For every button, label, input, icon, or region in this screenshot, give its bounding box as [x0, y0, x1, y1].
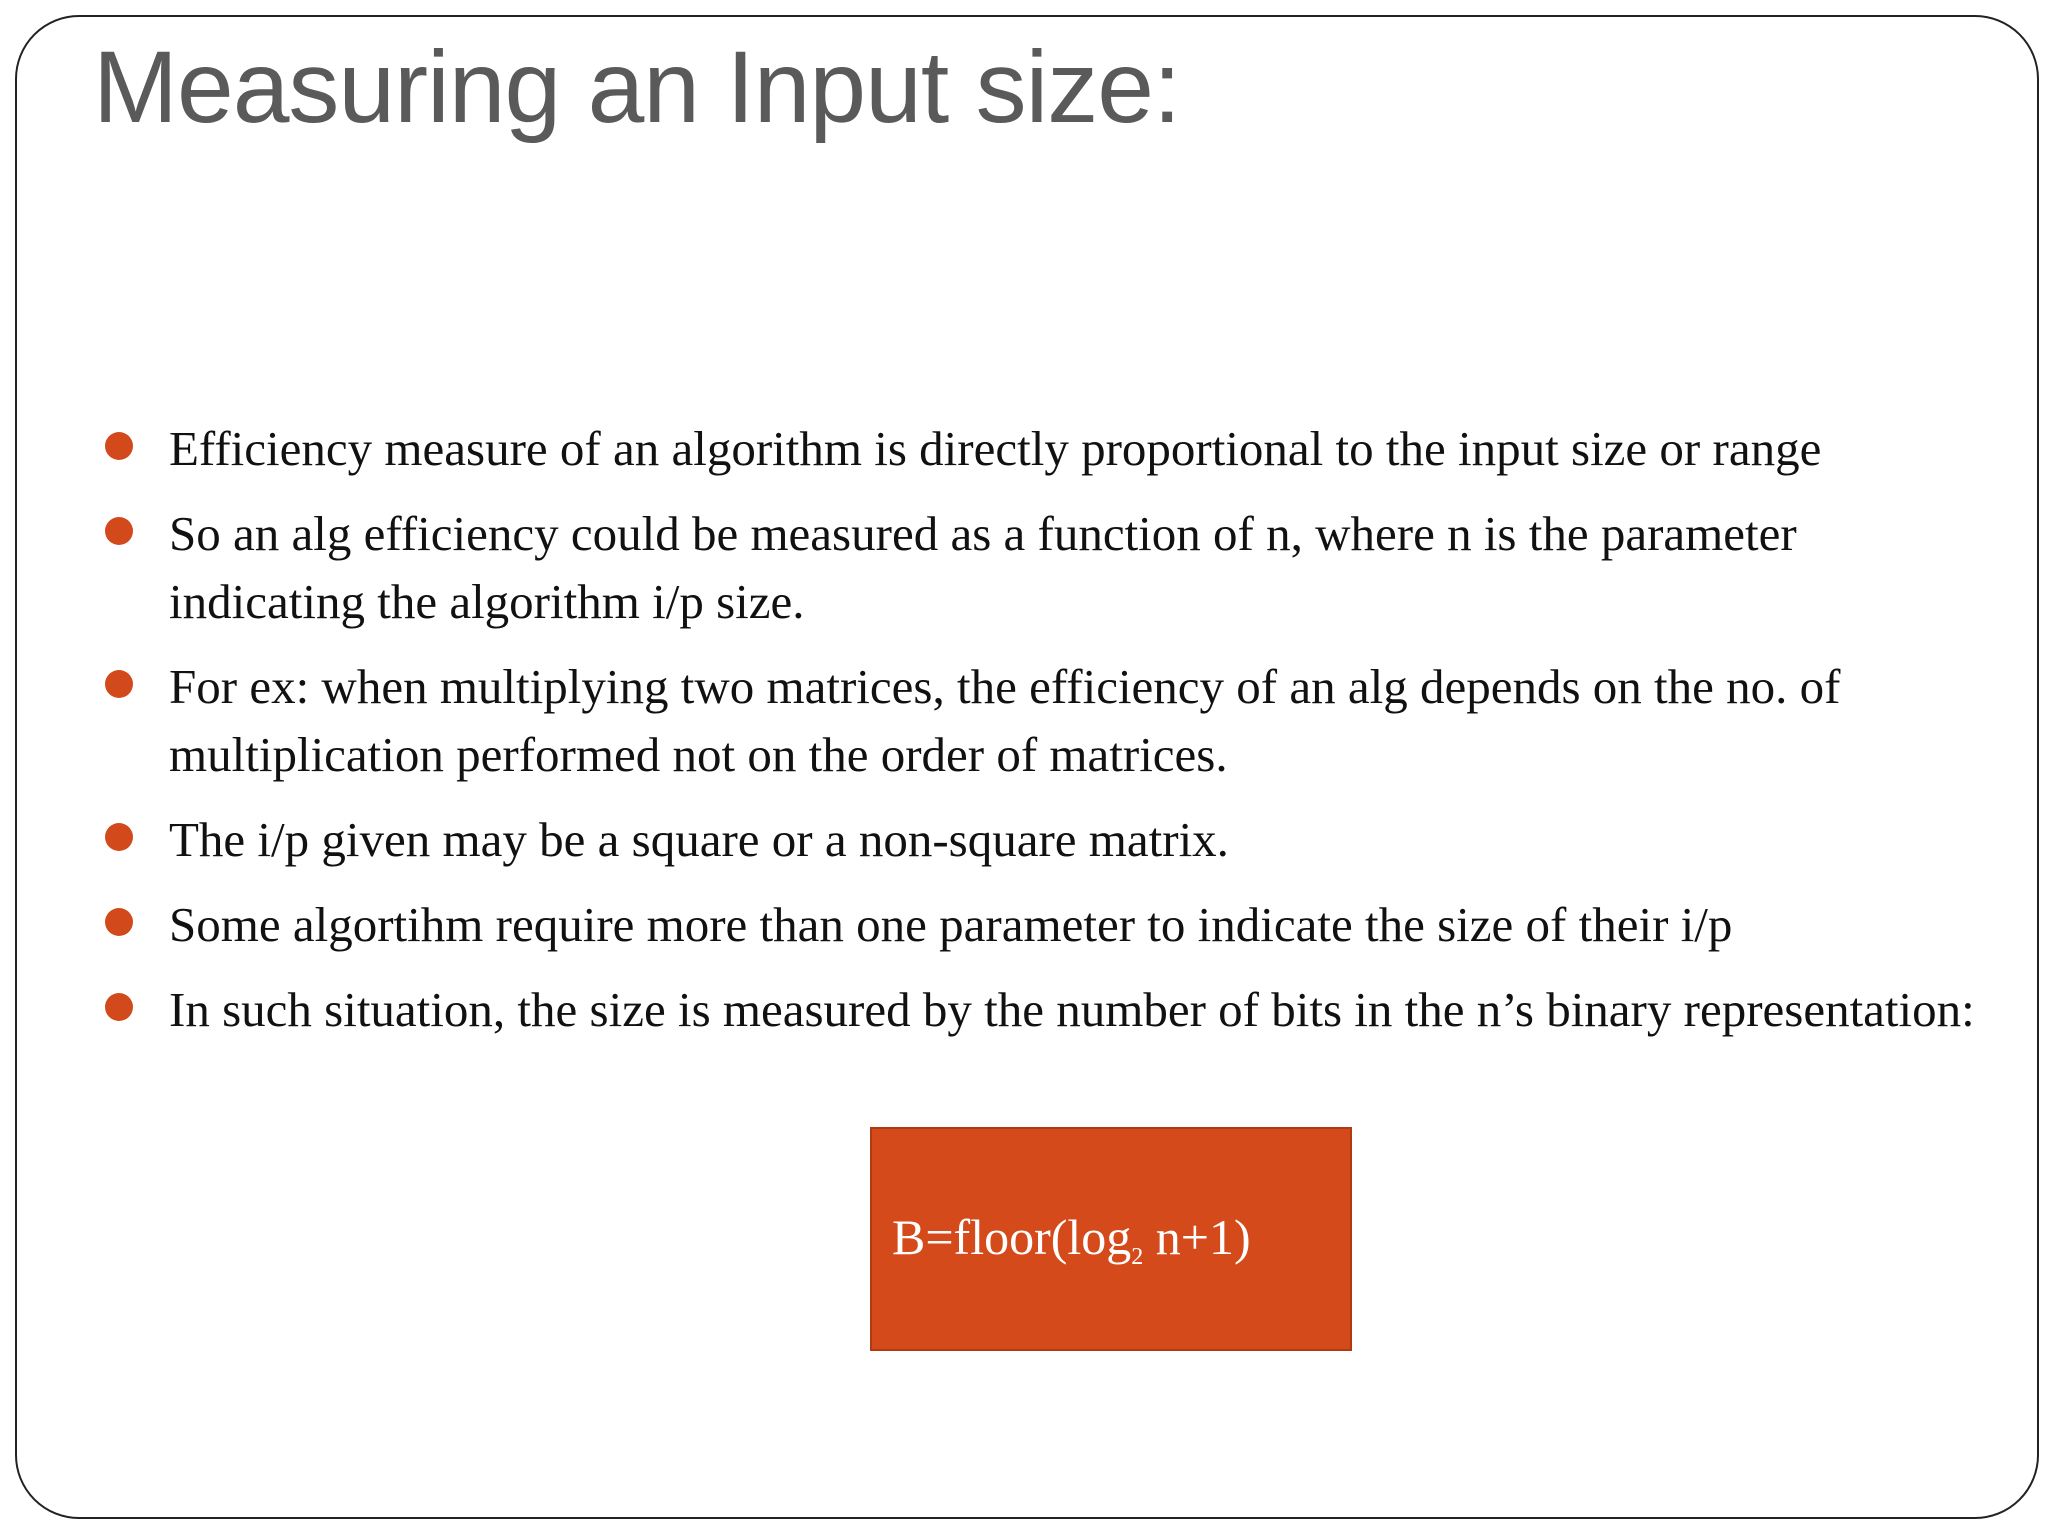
bullet-list: [97, 415, 1977, 1061]
bullet-item: [97, 976, 1977, 1044]
bullet-text: Some algortihm require more than one parameter to indicate the size of their i/p: [169, 897, 1733, 952]
bullet-dot-icon: [105, 993, 133, 1021]
slide-title: Measuring an Input size:: [93, 30, 1181, 144]
bullet-item: [97, 653, 1977, 789]
bullet-text: In such situation, the size is measured by the number of bits in the n’s binary representation:: [169, 982, 1975, 1037]
bullet-dot-icon: [105, 432, 133, 460]
bullet-item: [97, 500, 1977, 636]
bullet-item: [97, 806, 1977, 874]
formula-suffix: n+1): [1143, 1208, 1251, 1265]
formula-text: [892, 1208, 1251, 1271]
formula-prefix: B=floor(log: [892, 1208, 1132, 1265]
bullet-text: Efficiency measure of an algorithm is directly proportional to the input size or range: [169, 421, 1822, 476]
bullet-dot-icon: [105, 670, 133, 698]
bullet-dot-icon: [105, 517, 133, 545]
bullet-dot-icon: [105, 908, 133, 936]
slide-frame: [15, 15, 2039, 1519]
bullet-text: So an alg efficiency could be measured as a function of n, where n is the parameter indicating the algorithm i/p size.: [169, 506, 1797, 629]
bullet-dot-icon: [105, 823, 133, 851]
bullet-text: For ex: when multiplying two matrices, the efficiency of an alg depends on the no. of multiplication performed not on the order of matrices.: [169, 659, 1841, 782]
bullet-item: [97, 415, 1977, 483]
bullet-item: [97, 891, 1977, 959]
formula-box: [870, 1127, 1352, 1351]
formula-subscript: 2: [1131, 1243, 1144, 1270]
bullet-text: The i/p given may be a square or a non-square matrix.: [169, 812, 1229, 867]
